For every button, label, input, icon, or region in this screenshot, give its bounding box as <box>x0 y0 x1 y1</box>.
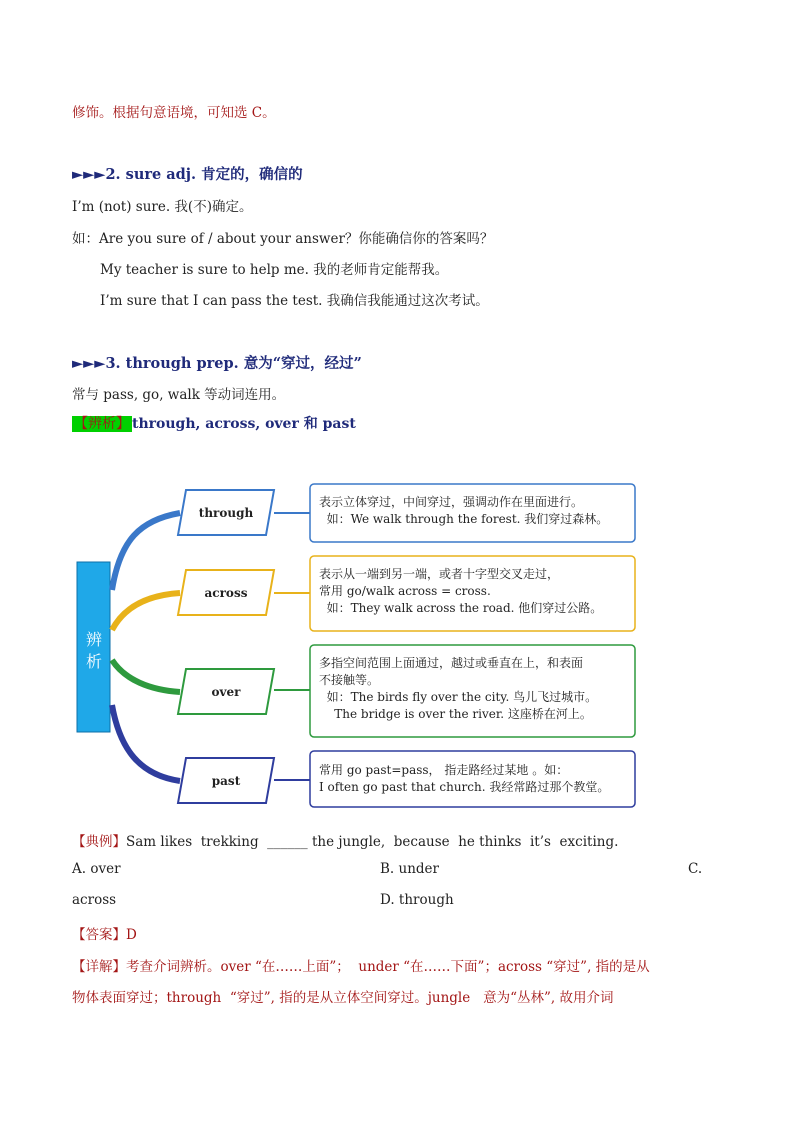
diagram-center-char-2: 析 <box>85 652 103 671</box>
diagram-center-char-1: 辨 <box>85 630 103 649</box>
answer-line <box>72 923 137 943</box>
answer-tag: 【答案】 <box>72 927 126 943</box>
desc-line: 常用 go past=pass， 指走路经过某地 。如： <box>319 763 569 777</box>
section2-example2: My teacher is sure to help me. 我的老师肯定能帮我。 <box>100 262 449 278</box>
option-a: A. over <box>72 861 121 877</box>
word-over: over <box>211 685 241 699</box>
word-past: past <box>211 774 241 788</box>
section3-line1: 常与 pass, go, walk 等动词连用。 <box>72 387 286 403</box>
desc-line: 常用 go/walk across = cross. <box>319 584 491 598</box>
detail-line-1 <box>72 955 650 975</box>
section2-line1: I’m (not) sure. 我(不)确定。 <box>72 199 253 215</box>
section3-title: 3. through prep. 意为“穿过，经过” <box>105 355 362 372</box>
desc-line: 如：The birds fly over the city. 鸟儿飞过城市。 <box>319 690 598 704</box>
desc-line: 表示立体穿过，中间穿过，强调动作在里面进行。 <box>319 495 584 509</box>
option-d: D. through <box>380 892 454 908</box>
desc-line: 不接触等。 <box>319 673 380 687</box>
desc-line: The bridge is over the river. 这座桥在河上。 <box>319 707 592 721</box>
word-across: across <box>204 586 248 600</box>
detail-text-1: 考查介词辨析。over “在……上面”； under “在……下面”；across “穿过”, 指的是从 <box>126 959 650 975</box>
desc-text-through <box>319 494 608 528</box>
example-tag: 【典例】 <box>72 834 126 850</box>
section2-title: 2. sure adj. 肯定的，确信的 <box>105 166 303 183</box>
intro-tail-text: 修饰。根据句意语境，可知选 C。 <box>72 105 276 121</box>
branch-curve-over <box>112 660 180 692</box>
desc-line: 如：We walk through the forest. 我们穿过森林。 <box>319 512 609 526</box>
option-c-text: across <box>72 892 117 908</box>
example-question-line <box>72 830 618 850</box>
branch-curve-past <box>112 705 180 781</box>
detail-line-2: 物体表面穿过；through “穿过”, 指的是从立体空间穿过。jungle 意为“丛林”, 故用介词 <box>72 990 614 1006</box>
desc-line: 多指空间范围上面通过，越过或垂直在上，和表面 <box>319 656 584 670</box>
section2-arrows: ►►► <box>72 166 106 183</box>
option-c-label: C. <box>688 861 703 877</box>
option-b: B. under <box>380 861 439 877</box>
desc-text-over <box>319 655 597 723</box>
section2-example1: 如：Are you sure of / about your answer？你能确信你的答案吗？ <box>72 231 494 247</box>
analysis-tag: 【辨析】 <box>74 416 130 432</box>
branch-curve-through <box>112 513 180 590</box>
answer-value: D <box>126 927 137 943</box>
desc-line: I often go past that church. 我经常路过那个教堂。 <box>319 780 610 794</box>
desc-line: 如：They walk across the road. 他们穿过公路。 <box>319 601 603 615</box>
branch-curve-across <box>112 593 180 630</box>
section3-arrows: ►►► <box>72 355 106 372</box>
desc-text-past <box>319 762 609 796</box>
detail-tag: 【详解】 <box>72 959 126 975</box>
analysis-title: through, across, over 和 past <box>132 416 356 432</box>
section2-example3: I’m sure that I can pass the test. 我确信我能通过这次考试。 <box>100 293 489 309</box>
word-through: through <box>198 506 254 520</box>
desc-text-across <box>319 566 602 617</box>
example-question: Sam likes trekking ______ the jungle, because he thinks it’s exciting. <box>126 834 619 850</box>
desc-line: 表示从一端到另一端，或者十字型交叉走过， <box>319 567 560 581</box>
